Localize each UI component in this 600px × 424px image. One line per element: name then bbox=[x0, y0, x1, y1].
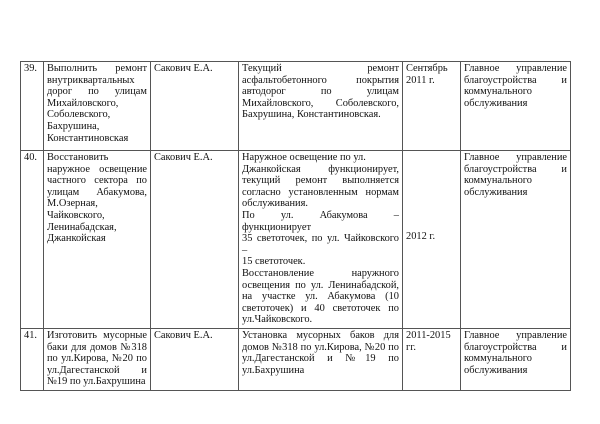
task-cell-line: Восстановить bbox=[47, 152, 109, 163]
task-cell-line: Чайковского, bbox=[47, 209, 105, 221]
row-number-cell bbox=[21, 151, 44, 329]
task-cell bbox=[44, 151, 151, 329]
responsible-cell bbox=[151, 151, 239, 329]
task-cell-line: Константиновская bbox=[47, 132, 129, 144]
task-cell bbox=[44, 328, 151, 390]
task-cell-line: Михайловского, bbox=[47, 97, 119, 109]
status-cell-line: на участке ул. Абакумова (10 bbox=[242, 291, 399, 303]
responsible-cell bbox=[151, 328, 239, 390]
status-cell-line: По ул. Абакумова – функционирует bbox=[242, 209, 399, 233]
document-page bbox=[20, 61, 571, 391]
executor-cell-line: обслуживания bbox=[464, 186, 528, 198]
responsible-cell-text: Сакович Е.А. bbox=[154, 329, 213, 341]
responsible-cell bbox=[151, 62, 239, 151]
executor-cell bbox=[461, 62, 571, 151]
executor-cell-line: Главное управление bbox=[464, 63, 567, 74]
deadline-cell bbox=[403, 328, 461, 390]
status-cell bbox=[239, 62, 403, 151]
deadline-cell-text: Сентябрь 2011 г. bbox=[406, 63, 448, 86]
executor-cell-line: обслуживания bbox=[464, 364, 528, 376]
task-cell-line: улицам Абакумова, bbox=[47, 186, 147, 198]
task-cell-line: Ленинабадская, bbox=[47, 221, 117, 233]
responsible-cell-text: Сакович Е.А. bbox=[154, 63, 213, 74]
status-cell-line: Бахрушина, Константиновская. bbox=[242, 109, 381, 121]
deadline-cell bbox=[403, 62, 461, 151]
executor-cell-line: Главное управление bbox=[464, 152, 567, 163]
task-cell bbox=[44, 62, 151, 151]
task-cell-line: дорог по улицам bbox=[47, 86, 147, 98]
status-cell-line: ул.Дагестанской и №19 по bbox=[242, 353, 399, 365]
action-plan-table bbox=[20, 61, 571, 391]
task-cell-line: баки для домов №318 bbox=[47, 341, 147, 353]
row-number-cell-text: 41. bbox=[24, 329, 37, 341]
task-cell-line: М.Озерная, bbox=[47, 198, 98, 210]
deadline-cell-text: 2012 г. bbox=[406, 231, 436, 243]
executor-cell-line: коммунального bbox=[464, 353, 533, 365]
executor-cell-line: благоустройства и bbox=[464, 74, 567, 86]
task-cell-line: наружное освещение bbox=[47, 163, 147, 175]
table-row bbox=[21, 62, 571, 151]
executor-cell-line: обслуживания bbox=[464, 97, 528, 109]
status-cell-line: Текущий ремонт bbox=[242, 63, 399, 74]
deadline-cell-text: 2011-2015 гг. bbox=[406, 329, 451, 353]
executor-cell-line: благоустройства и bbox=[464, 341, 567, 353]
status-cell-line: асфальтобетонного покрытия bbox=[242, 74, 399, 86]
status-cell-line: автодорог по улицам bbox=[242, 86, 399, 98]
table-row bbox=[21, 151, 571, 329]
status-cell bbox=[239, 151, 403, 329]
task-cell-line: Соболевского, bbox=[47, 109, 111, 121]
task-cell-line: №19 по ул.Бахрушина bbox=[47, 376, 146, 388]
task-cell-line: внутриквартальных bbox=[47, 74, 135, 86]
task-cell-line: частного сектора по bbox=[47, 175, 147, 187]
row-number-cell-text: 40. bbox=[24, 152, 37, 163]
status-cell-line: домов №318 по ул.Кирова, №20 по bbox=[242, 341, 399, 353]
table-row bbox=[21, 328, 571, 390]
status-cell-line: обслуживания. bbox=[242, 198, 308, 210]
task-cell-line: Бахрушина, bbox=[47, 120, 100, 132]
status-cell-line: Установка мусорных баков для bbox=[242, 329, 399, 341]
row-number-cell-text: 39. bbox=[24, 63, 37, 74]
status-cell-line: 15 светоточек. bbox=[242, 256, 306, 268]
task-cell-line: Выполнить ремонт bbox=[47, 63, 147, 74]
status-cell-line: Восстановление наружного bbox=[242, 267, 399, 279]
row-number-cell bbox=[21, 62, 44, 151]
executor-cell-line: коммунального bbox=[464, 86, 533, 98]
status-cell-line: ул.Чайковского. bbox=[242, 314, 313, 326]
status-cell-line: Михайловского, Соболевского, bbox=[242, 97, 399, 109]
task-cell-line: по ул.Кирова, №20 по bbox=[47, 353, 147, 365]
status-cell-line: согласно установленным нормам bbox=[242, 186, 399, 198]
status-cell-line: Наружное освещение по ул. bbox=[242, 152, 366, 163]
task-cell-line: Изготовить мусорные bbox=[47, 329, 147, 341]
status-cell-line: освещения по ул. Ленинабадской, bbox=[242, 279, 399, 291]
status-cell-line: ул.Бахрушина bbox=[242, 364, 305, 376]
status-cell-line: 35 светоточек, по ул. Чайковского – bbox=[242, 233, 399, 256]
executor-cell-line: Главное управление bbox=[464, 329, 567, 341]
executor-cell-line: благоустройства и bbox=[464, 163, 567, 175]
responsible-cell-text: Сакович Е.А. bbox=[154, 152, 213, 163]
task-cell-line: ул.Дагестанской и bbox=[47, 364, 147, 376]
executor-cell bbox=[461, 328, 571, 390]
deadline-cell bbox=[403, 151, 461, 329]
row-number-cell bbox=[21, 328, 44, 390]
task-cell-line: Джанкойская bbox=[47, 233, 106, 245]
status-cell-line: светоточек) и 40 светоточек по bbox=[242, 302, 399, 314]
status-cell-line: Джанкойская функционирует, bbox=[242, 163, 399, 175]
executor-cell-line: коммунального bbox=[464, 175, 533, 187]
executor-cell bbox=[461, 151, 571, 329]
status-cell-line: текущий ремонт выполняется bbox=[242, 175, 399, 187]
status-cell bbox=[239, 328, 403, 390]
